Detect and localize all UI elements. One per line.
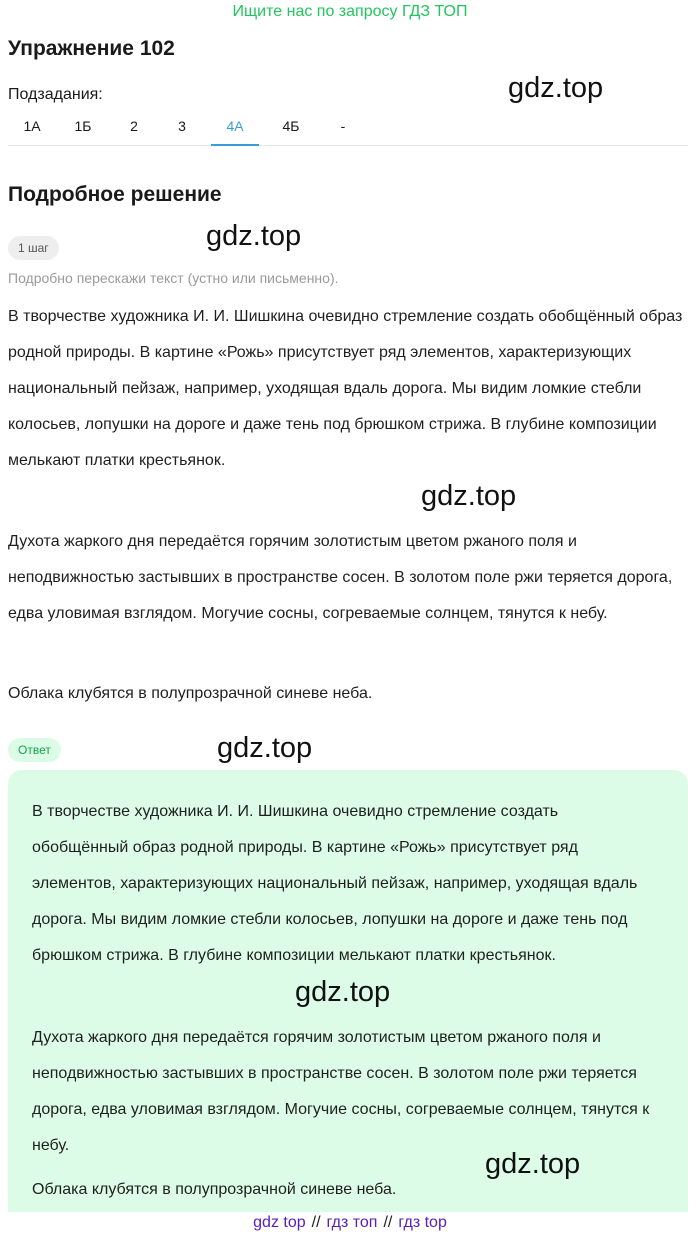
tab-4a[interactable]: 4А xyxy=(211,108,259,146)
watermark: gdz.top xyxy=(295,976,391,1008)
tab-1b[interactable]: 1Б xyxy=(74,118,92,134)
watermark: gdz.top xyxy=(485,1148,581,1180)
step-badge: 1 шаг xyxy=(8,236,59,260)
answer-paragraph-3: Облака клубятся в полупрозрачной синеве неба. xyxy=(32,1181,397,1198)
footer-separator: // xyxy=(311,1214,321,1231)
footer-separator: // xyxy=(383,1214,393,1231)
watermark: gdz.top xyxy=(508,72,604,104)
tab-2[interactable]: 2 xyxy=(130,118,138,134)
section-title: Подробное решение xyxy=(8,183,222,206)
page-title: Упражнение 102 xyxy=(8,37,175,60)
watermark: gdz.top xyxy=(217,732,313,764)
footer-link-gdz-top-ru[interactable]: гдз топ xyxy=(326,1214,378,1231)
solution-paragraph-3: Облака клубятся в полупрозрачной синеве неба. xyxy=(8,685,373,702)
tab-more[interactable]: - xyxy=(340,118,346,134)
tab-4b[interactable]: 4Б xyxy=(282,118,300,134)
answer-badge: Ответ xyxy=(8,738,61,762)
watermark: gdz.top xyxy=(206,220,302,252)
tab-3[interactable]: 3 xyxy=(178,118,186,134)
answer-paragraph-2: Духота жаркого дня передаётся горячим золотистым цветом ржаного поля и неподвижностью застывших в пространстве сосен. В золотом поле ржи теряется дорога, едва уловимая взглядом. Могучие сосны, согреваемые солнцем, тянутся к небу. xyxy=(32,1029,650,1154)
solution-paragraph-2: Духота жаркого дня передаётся горячим золотистым цветом ржаного поля и неподвижностью застывших в пространстве сосен. В золотом поле ржи теряется дорога, едва уловимая взглядом. Могучие сосны, согреваемые солнцем, тянутся к небу. xyxy=(8,533,673,622)
watermark: gdz.top xyxy=(421,480,517,512)
footer-link-gdz-top[interactable]: gdz top xyxy=(253,1214,306,1231)
footer-link-gdz-top-mixed[interactable]: гдз top xyxy=(398,1214,447,1231)
top-banner: Ищите нас по запросу ГДЗ ТОП xyxy=(232,3,468,20)
task-hint: Подробно перескажи текст (устно или письменно). xyxy=(8,270,339,286)
subtasks-label: Подзадания: xyxy=(8,86,103,103)
tab-1a[interactable]: 1А xyxy=(23,118,41,134)
answer-paragraph-1: В творчестве художника И. И. Шишкина очевидно стремление создать обобщённый образ родной природы. В картине «Рожь» присутствует ряд элементов, характеризующих национальный пейзаж, например, уходящая вдаль дорога. Мы видим ломкие стебли колосьев, лопушки на дороге и даже тень под брюшком стрижа. В глубине композиции мелькают платки крестьянок. xyxy=(32,803,638,964)
solution-paragraph-1: В творчестве художника И. И. Шишкина очевидно стремление создать обобщённый образ родной природы. В картине «Рожь» присутствует ряд элементов, характеризующих национальный пейзаж, например, уходящая вдаль дорога. Мы видим ломкие стебли колосьев, лопушки на дороге и даже тень под брюшком стрижа. В глубине композиции мелькают платки крестьянок. xyxy=(8,308,683,469)
subtask-tabs xyxy=(8,108,688,146)
footer-links xyxy=(0,1214,700,1232)
